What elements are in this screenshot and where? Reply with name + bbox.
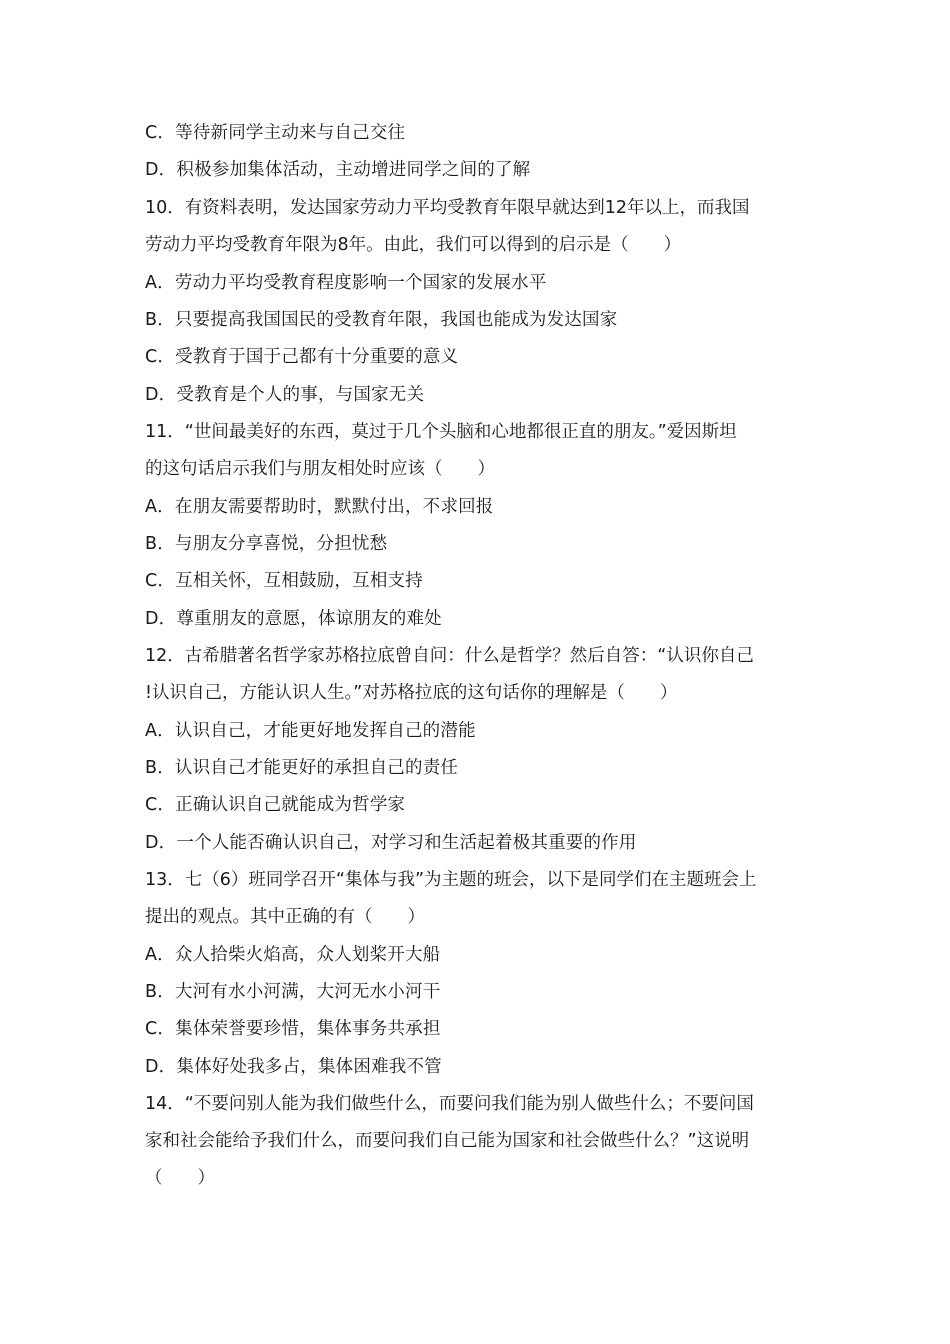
q11-stem-line-2: 的这句话启示我们与朋友相处时应该（ ）: [145, 459, 495, 479]
q10-stem-line-2: 劳动力平均受教育年限为8年。由此，我们可以得到的启示是（ ）: [145, 235, 682, 255]
q14-stem-line-1: 14．“不要问别人能为我们做些什么，而要问我们能为别人做些什么；不要问国: [145, 1094, 754, 1114]
q11-option-b: B．与朋友分享喜悦，分担忧愁: [145, 534, 388, 554]
q12-stem-line-1: 12．古希腊著名哲学家苏格拉底曾自问：什么是哲学？然后自答：“认识你自己: [145, 646, 754, 666]
q13-stem-line-2: 提出的观点。其中正确的有（ ）: [145, 907, 425, 927]
q10-option-b: B．只要提高我国国民的受教育年限，我国也能成为发达国家: [145, 310, 618, 330]
q9-option-d: D．积极参加集体活动，主动增进同学之间的了解: [145, 160, 531, 180]
q12-option-d: D．一个人能否确认识自己，对学习和生活起着极其重要的作用: [145, 833, 637, 853]
q14-stem-line-3: （ ）: [145, 1168, 215, 1188]
q9-option-c: C．等待新同学主动来与自己交往: [145, 123, 406, 143]
q10-option-c: C．受教育于国于己都有十分重要的意义: [145, 347, 459, 367]
q13-stem-line-1: 13．七（6）班同学召开“集体与我”为主题的班会，以下是同学们在主题班会上: [145, 870, 757, 890]
q12-option-c: C．正确认识自己就能成为哲学家: [145, 795, 406, 815]
q13-option-d: D．集体好处我多占，集体困难我不管: [145, 1057, 442, 1077]
q11-stem-line-1: 11．“世间最美好的东西，莫过于几个头脑和心地都很正直的朋友。”爱因斯坦: [145, 422, 737, 442]
q12-stem-line-2: !认识自己，方能认识人生。”对苏格拉底的这句话你的理解是（ ）: [145, 683, 678, 703]
q10-option-a: A．劳动力平均受教育程度影响一个国家的发展水平: [145, 273, 547, 293]
q12-option-a: A．认识自己，才能更好地发挥自己的潜能: [145, 721, 476, 741]
q13-option-c: C．集体荣誉要珍惜，集体事务共承担: [145, 1019, 441, 1039]
q14-stem-line-2: 家和社会能给予我们什么，而要问我们自己能为国家和社会做些什么？”这说明: [145, 1131, 750, 1151]
q10-stem-line-1: 10．有资料表明，发达国家劳动力平均受教育年限早就达到12年以上，而我国: [145, 198, 750, 218]
q12-option-b: B．认识自己才能更好的承担自己的责任: [145, 758, 459, 778]
q11-option-c: C．互相关怀，互相鼓励，互相支持: [145, 571, 423, 591]
q13-option-a: A．众人拾柴火焰高，众人划桨开大船: [145, 945, 441, 965]
q11-option-d: D．尊重朋友的意愿，体谅朋友的难处: [145, 609, 442, 629]
q10-option-d: D．受教育是个人的事，与国家无关: [145, 385, 425, 405]
q13-option-b: B．大河有水小河满，大河无水小河干: [145, 982, 441, 1002]
q11-option-a: A．在朋友需要帮助时，默默付出，不求回报: [145, 497, 494, 517]
